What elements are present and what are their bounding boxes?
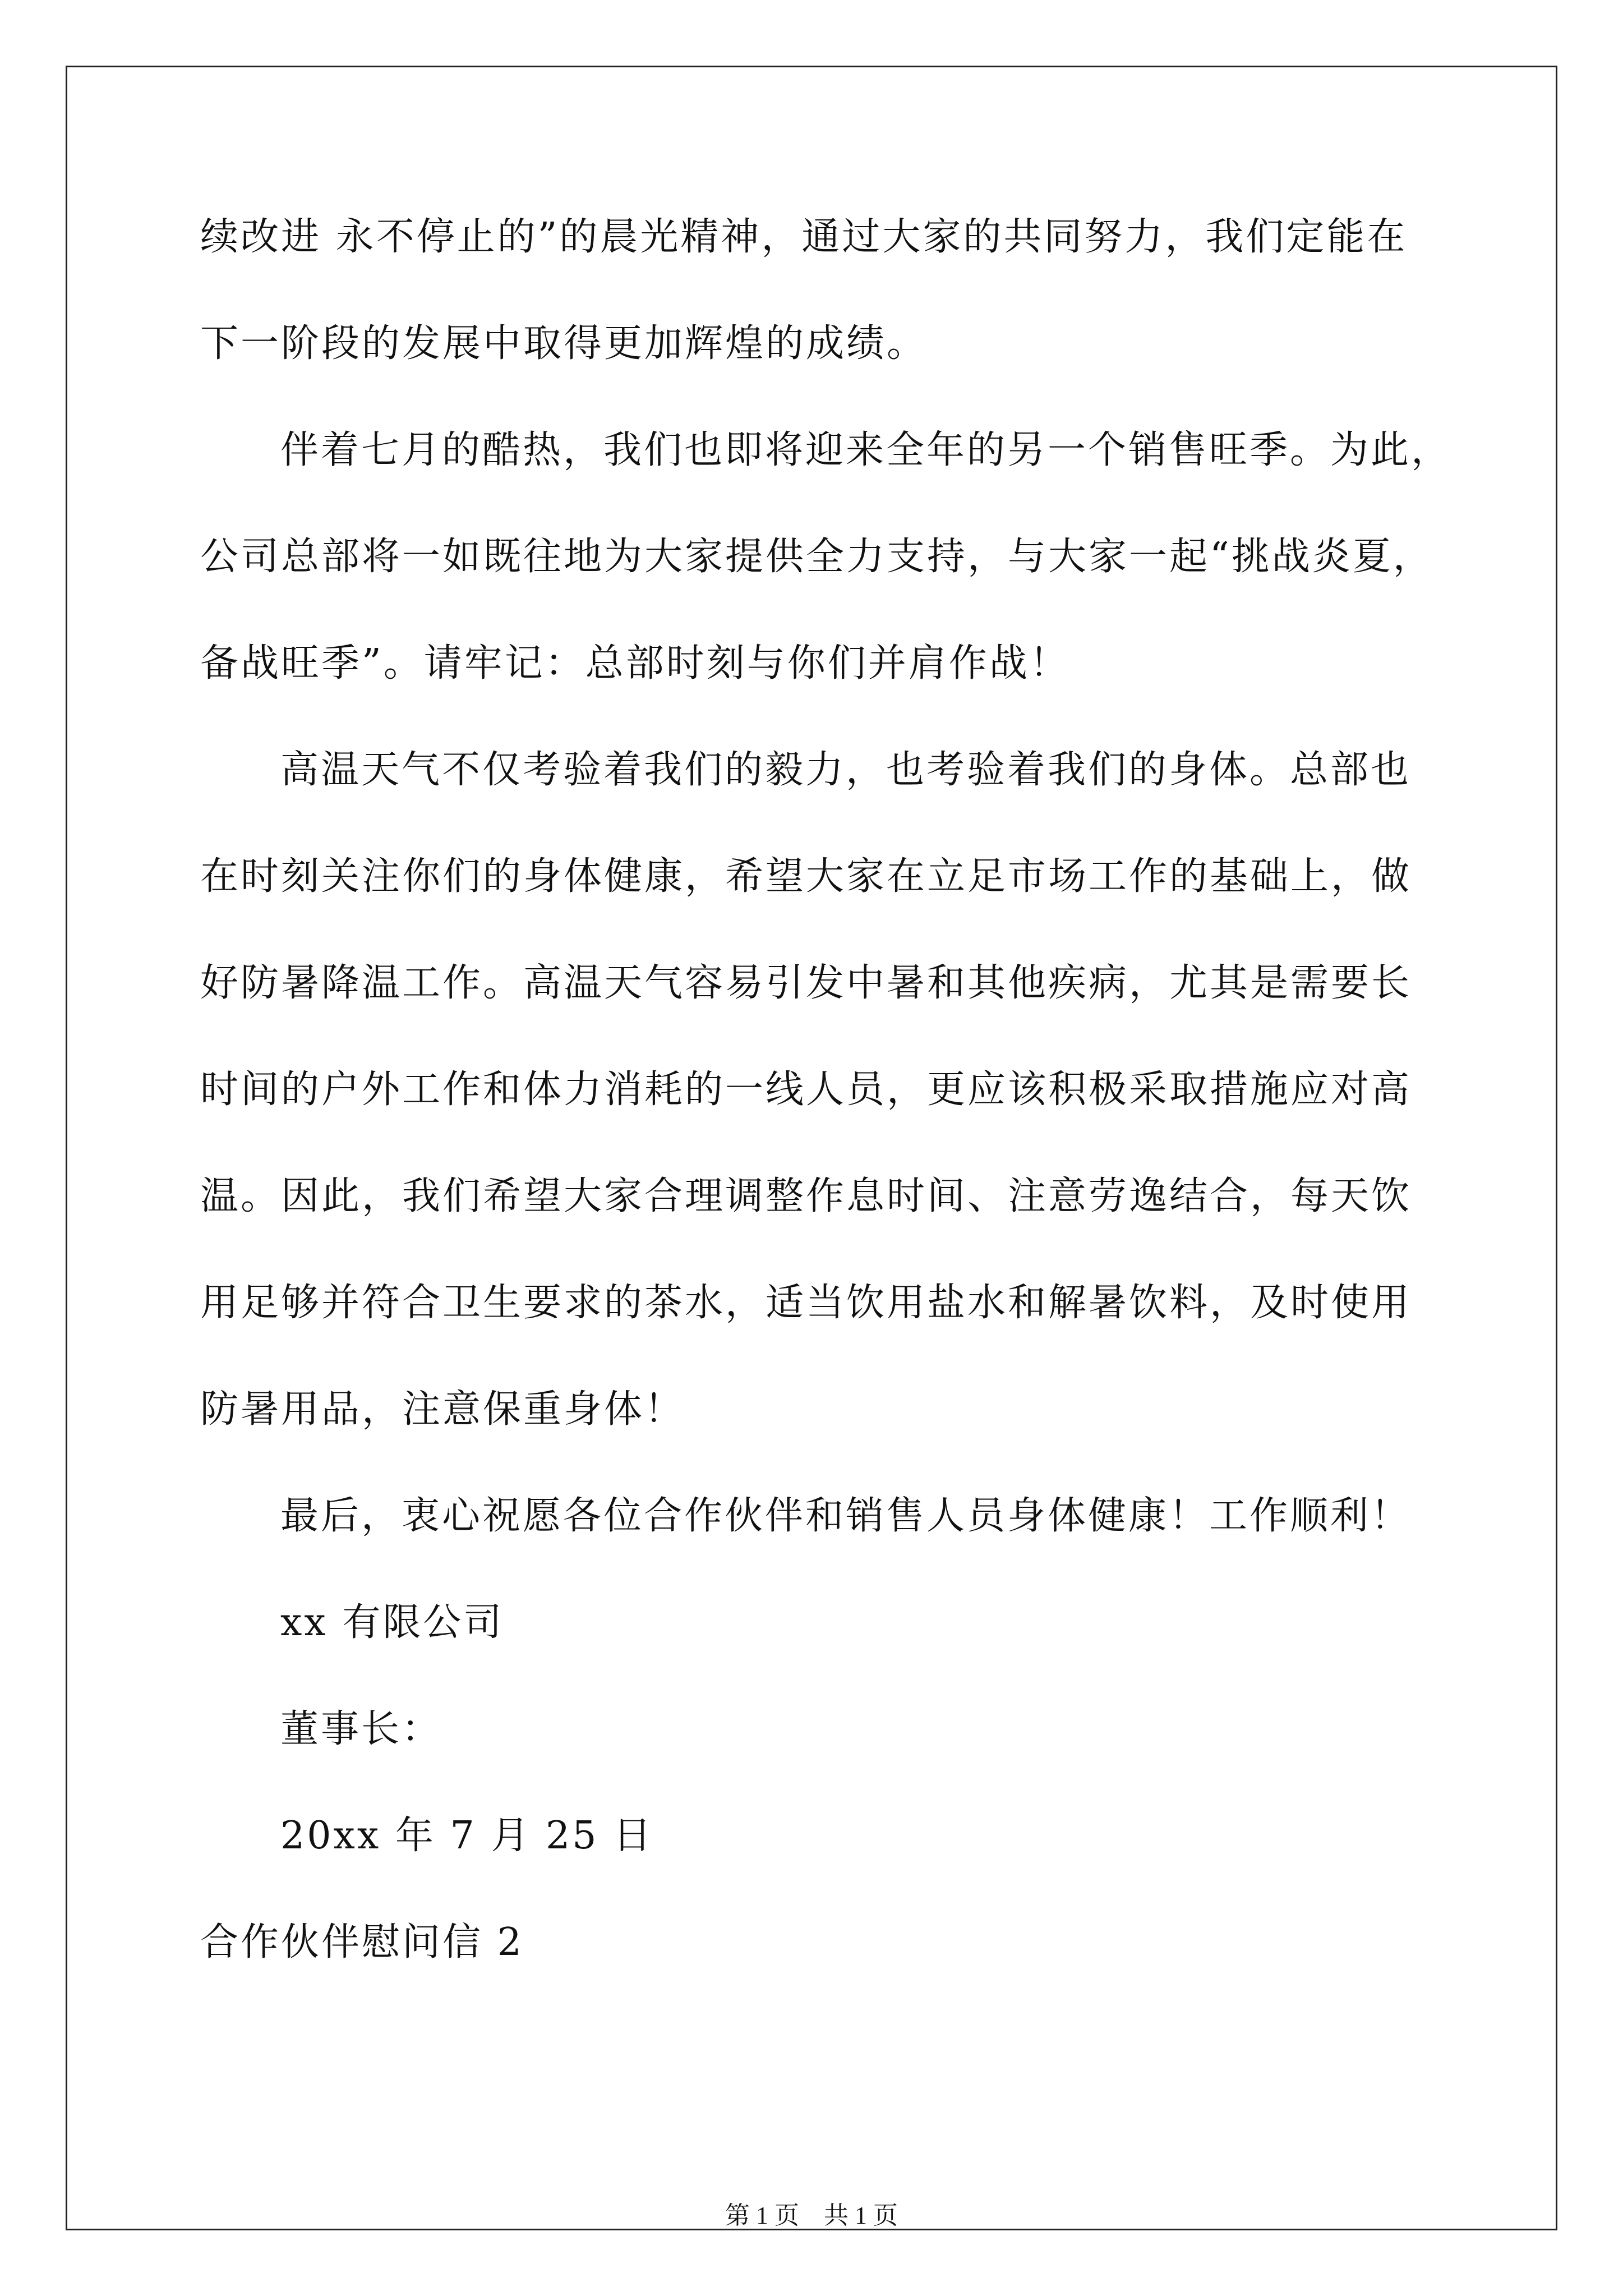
- paragraph-2-line-2: 公司总部将一如既往地为大家提供全力支持，与大家一起“挑战炎夏，: [200, 535, 1433, 579]
- paragraph-3-line-1: 高温天气不仅考验着我们的毅力，也考验着我们的身体。总部也: [280, 748, 1412, 792]
- page-footer: 第 1 页 共 1 页: [725, 2202, 898, 2229]
- page-border: [66, 66, 1557, 2230]
- paragraph-3-line-5: 温。因此，我们希望大家合理调整作息时间、注意劳逸结合，每天饮: [200, 1174, 1412, 1218]
- paragraph-2-line-1: 伴着七月的酷热，我们也即将迎来全年的另一个销售旺季。为此，: [280, 428, 1452, 472]
- paragraph-3-line-3: 好防暑降温工作。高温天气容易引发中暑和其他疾病，尤其是需要长: [200, 961, 1412, 1005]
- closing-wishes: 最后，衷心祝愿各位合作伙伴和销售人员身体健康！工作顺利！: [280, 1494, 1412, 1538]
- next-letter-heading: 合作伙伴慰问信 2: [200, 1920, 524, 1964]
- signature-company: xx 有限公司: [280, 1600, 504, 1645]
- paragraph-3-line-7: 防暑用品，注意保重身体！: [200, 1387, 685, 1432]
- paragraph-3-line-4: 时间的户外工作和体力消耗的一线人员，更应该积极采取措施应对高: [200, 1068, 1412, 1112]
- signature-date: 20xx 年 7 月 25 日: [280, 1814, 654, 1858]
- paragraph-1-line-2: 下一阶段的发展中取得更加辉煌的成绩。: [200, 321, 928, 366]
- paragraph-3-line-6: 用足够并符合卫生要求的茶水，适当饮用盐水和解暑饮料，及时使用: [200, 1281, 1412, 1325]
- paragraph-2-line-3: 备战旺季”。请牢记：总部时刻与你们并肩作战！: [200, 641, 1070, 685]
- paragraph-1-line-1: 续改进 永不停止的”的晨光精神，通过大家的共同努力，我们定能在: [200, 215, 1408, 259]
- signature-title: 董事长：: [280, 1707, 442, 1751]
- paragraph-3-line-2: 在时刻关注你们的身体健康，希望大家在立足市场工作的基础上，做: [200, 854, 1412, 899]
